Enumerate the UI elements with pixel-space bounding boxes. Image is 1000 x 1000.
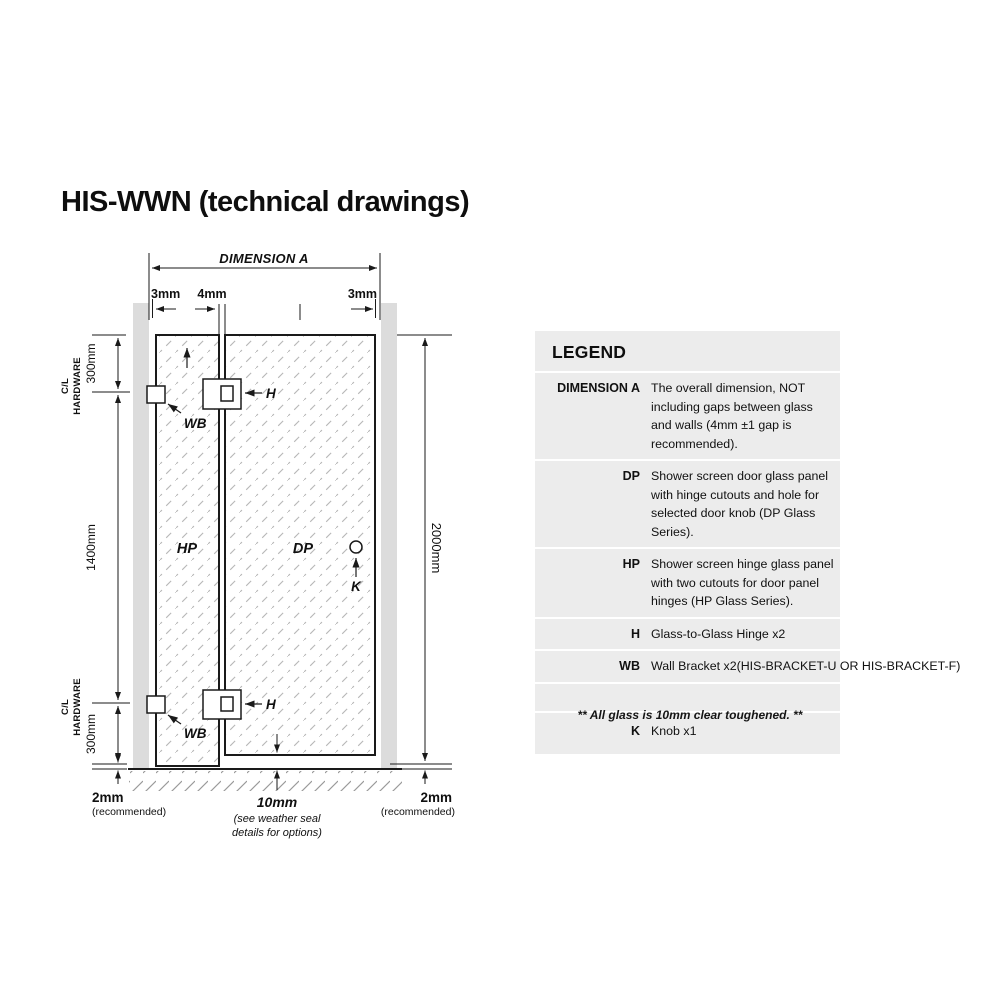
dim-2000: 2000mm xyxy=(429,522,444,574)
bottom-left-note: (recommended) xyxy=(92,806,167,818)
legend-row-h xyxy=(535,617,840,650)
gap-left-label: 3mm xyxy=(151,287,181,301)
legend-row-empty xyxy=(535,682,840,711)
bottom-mid-note-2: details for options) xyxy=(232,827,322,839)
wb-label-bottom: WB xyxy=(184,726,207,741)
cl-hardware-top-2: HARDWARE xyxy=(72,357,83,415)
knob-label: K xyxy=(351,579,361,594)
floor xyxy=(128,769,402,791)
legend-desc: Shower screen door glass panel with hinge cutouts and hole for selected door knob (DP Glass Series). xyxy=(651,469,829,539)
bottom-hinge-notch xyxy=(221,697,233,711)
cl-hardware-bottom-2: HARDWARE xyxy=(72,678,83,736)
legend-term: DIMENSION A xyxy=(557,381,640,395)
legend-term: HP xyxy=(622,557,640,571)
legend-footnote: ** All glass is 10mm clear toughened. ** xyxy=(577,708,803,722)
legend-desc: Glass-to-Glass Hinge x2 xyxy=(651,626,786,641)
bottom-left-mm: 2mm xyxy=(92,790,124,805)
legend-term: WB xyxy=(619,659,640,673)
page-title: HIS-WWN (technical drawings) xyxy=(61,186,470,218)
legend-heading: LEGEND xyxy=(552,342,627,362)
legend-term xyxy=(545,690,640,705)
legend-row-dimension-a xyxy=(535,371,840,459)
legend-row-dp xyxy=(535,459,840,547)
bottom-right-mm: 2mm xyxy=(420,790,452,805)
legend-desc: Shower screen hinge glass panel with two cutouts for door panel hinges (HP Glass Series). xyxy=(651,557,834,608)
gap-mid-label: 4mm xyxy=(197,287,227,301)
cl-hardware-bottom-1: C/L xyxy=(60,699,71,715)
bottom-wall-bracket xyxy=(147,696,165,713)
bottom-mid-note-1: (see weather seal xyxy=(233,813,321,825)
wb-label-top: WB xyxy=(184,416,207,431)
legend-term: K xyxy=(630,723,640,738)
top-wall-bracket xyxy=(147,386,165,403)
cl-hardware-top-1: C/L xyxy=(60,378,71,394)
knob xyxy=(350,541,362,553)
top-hinge-notch xyxy=(221,386,233,401)
legend-panel xyxy=(535,331,961,754)
legend-term: DP xyxy=(622,469,640,483)
hinge-label-top: H xyxy=(266,386,276,401)
legend-desc: Knob x1 xyxy=(651,723,697,738)
bottom-mid-mm: 10mm xyxy=(256,794,298,810)
dim-300-top: 300mm xyxy=(84,343,98,384)
dim-300-bottom: 300mm xyxy=(84,713,98,755)
dimension-a-label: DIMENSION A xyxy=(219,251,309,266)
floor-hatch xyxy=(129,771,402,791)
top-gap-dims xyxy=(153,299,376,318)
gap-right-label: 3mm xyxy=(347,287,377,301)
legend-row-hp xyxy=(535,547,840,617)
legend-desc xyxy=(651,690,836,705)
bottom-right-note: (recommended) xyxy=(380,806,455,818)
legend-desc: Wall Bracket x2(HIS-BRACKET-U OR HIS-BRACKET-F) xyxy=(651,659,961,673)
panel-gap-lines xyxy=(219,304,300,335)
technical-drawing xyxy=(55,245,465,845)
right-wall xyxy=(381,303,397,769)
dim-1400: 1400mm xyxy=(84,524,98,571)
legend-row-wb xyxy=(535,649,961,682)
dp-panel-label: DP xyxy=(292,541,314,557)
legend-desc: The overall dimension, NOT including gaps between glass and walls (4mm ±1 gap is recommended). xyxy=(651,381,813,451)
hinge-label-bottom: H xyxy=(266,697,276,712)
hp-panel-label: HP xyxy=(176,541,198,557)
legend-term: H xyxy=(630,626,640,641)
